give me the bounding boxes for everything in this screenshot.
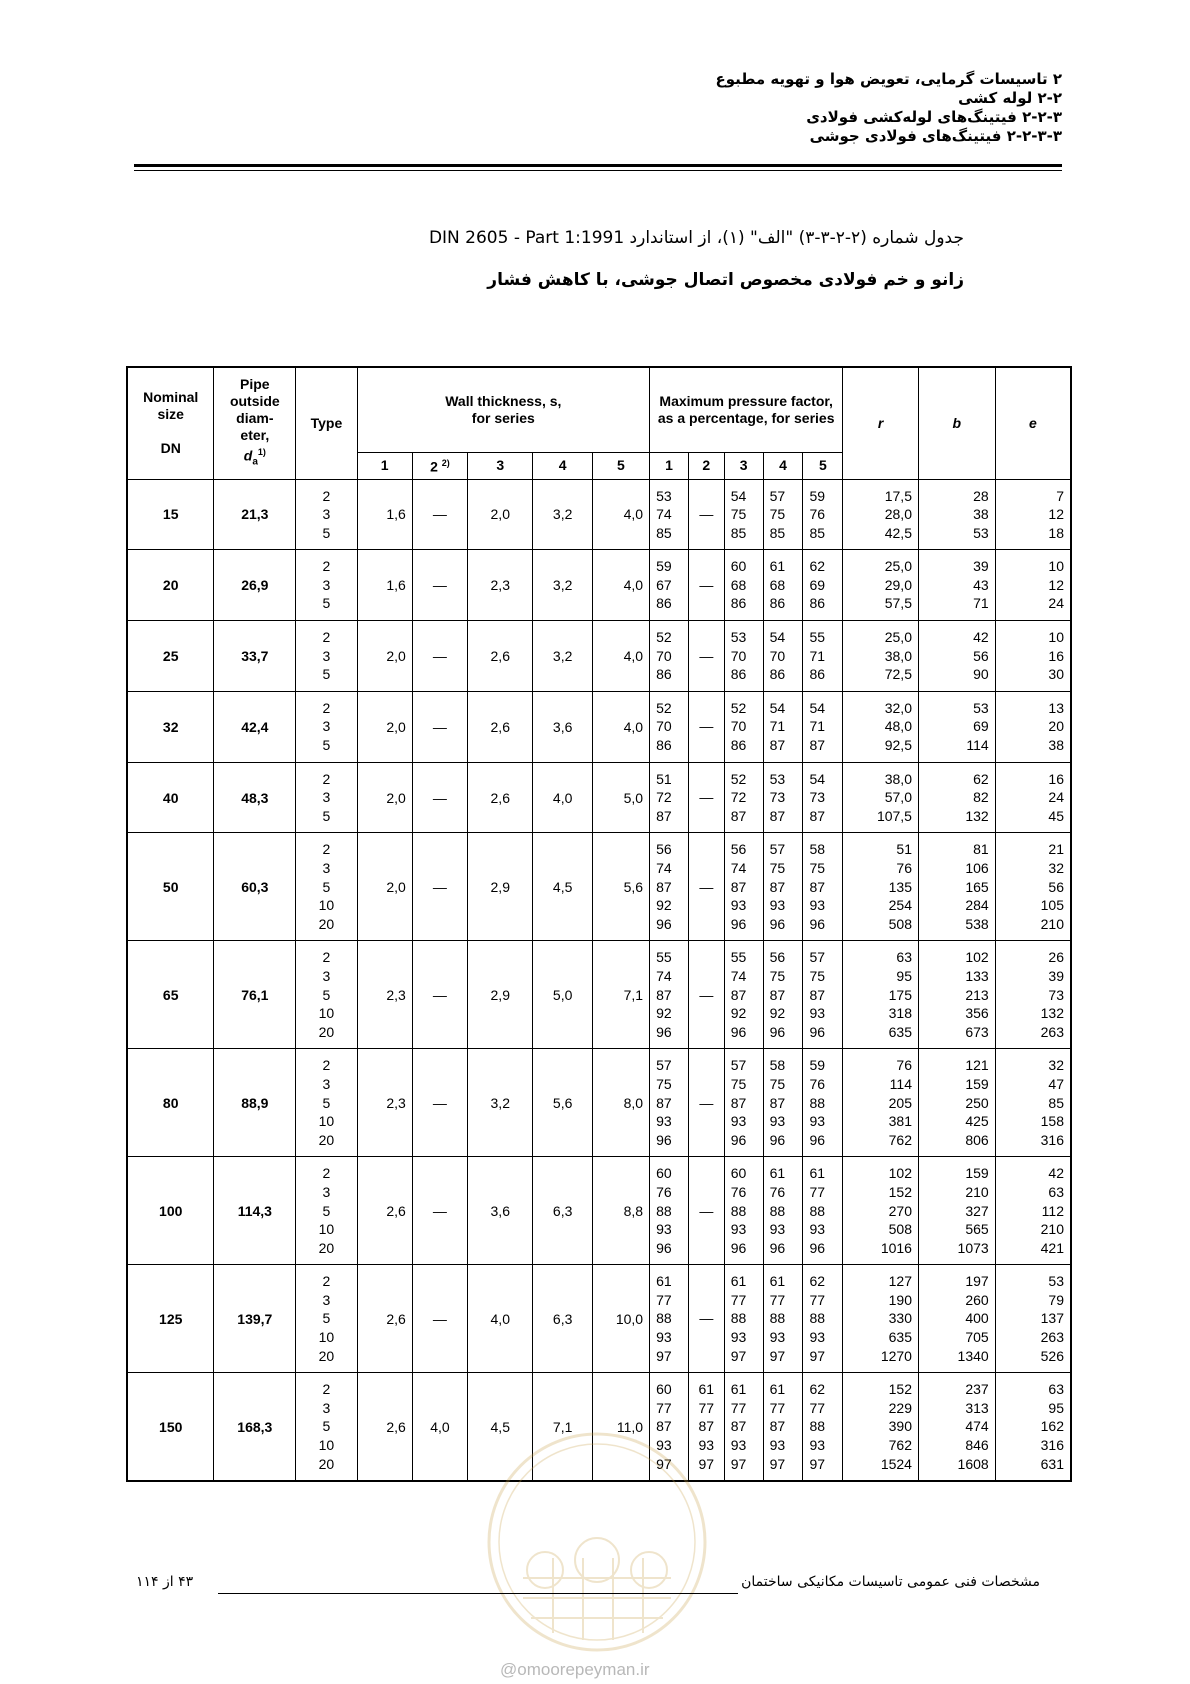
cell-w1: 2,0 — [357, 762, 412, 833]
cell-dn: 40 — [127, 762, 214, 833]
cell-type: 2 3 5 — [296, 762, 357, 833]
cell-p1: 59 67 86 — [650, 550, 689, 621]
cell-p4: 61 77 88 93 97 — [763, 1265, 803, 1373]
cell-w5: 11,0 — [592, 1373, 649, 1481]
cell-p5: 59 76 85 — [803, 479, 843, 550]
header-rule-thin — [134, 170, 1062, 171]
cell-w3: 4,0 — [468, 1265, 533, 1373]
cell-p4: 61 68 86 — [763, 550, 803, 621]
cell-dn: 150 — [127, 1373, 214, 1481]
cell-w4: 3,2 — [533, 479, 592, 550]
cell-od: 42,4 — [214, 691, 296, 762]
header-max-pressure: Maximum pressure factor, as a percentage, for series — [650, 367, 843, 452]
cell-r: 51 76 135 254 508 — [843, 833, 919, 941]
seal-watermark — [483, 1428, 711, 1656]
cell-w3: 2,6 — [468, 621, 533, 692]
cell-type: 2 3 5 10 20 — [296, 833, 357, 941]
cell-w3: 2,9 — [468, 941, 533, 1049]
cell-od: 168,3 — [214, 1373, 296, 1481]
cell-w4: 6,3 — [533, 1157, 592, 1265]
cell-p2: — — [688, 691, 724, 762]
cell-p3: 57 75 87 93 96 — [724, 1049, 763, 1157]
cell-w1: 2,3 — [357, 941, 412, 1049]
cell-w2: — — [412, 479, 467, 550]
cell-w5: 8,0 — [592, 1049, 649, 1157]
cell-p5: 54 71 87 — [803, 691, 843, 762]
cell-type: 2 3 5 — [296, 621, 357, 692]
cell-p5: 62 77 88 93 97 — [803, 1265, 843, 1373]
cell-w1: 2,6 — [357, 1373, 412, 1481]
cell-w4: 3,6 — [533, 691, 592, 762]
cell-w2: — — [412, 941, 467, 1049]
cell-w4: 5,0 — [533, 941, 592, 1049]
cell-r: 32,0 48,0 92,5 — [843, 691, 919, 762]
cell-p3: 52 70 86 — [724, 691, 763, 762]
cell-p4: 61 77 87 93 97 — [763, 1373, 803, 1481]
watermark-url: @omoorepeyman.ir — [500, 1660, 650, 1679]
cell-type: 2 3 5 10 20 — [296, 941, 357, 1049]
wall-series-5: 5 — [592, 452, 649, 479]
cell-od: 21,3 — [214, 479, 296, 550]
cell-p3: 61 77 87 93 97 — [724, 1373, 763, 1481]
cell-b: 102 133 213 356 673 — [918, 941, 995, 1049]
cell-type: 2 3 5 — [296, 550, 357, 621]
cell-w3: 4,5 — [468, 1373, 533, 1481]
cell-r: 25,0 38,0 72,5 — [843, 621, 919, 692]
cell-od: 26,9 — [214, 550, 296, 621]
cell-type: 2 3 5 10 20 — [296, 1157, 357, 1265]
table-row — [127, 550, 1071, 621]
cell-p5: 54 73 87 — [803, 762, 843, 833]
cell-dn: 80 — [127, 1049, 214, 1157]
cell-w3: 2,9 — [468, 833, 533, 941]
cell-p3: 61 77 88 93 97 — [724, 1265, 763, 1373]
cell-r: 25,0 29,0 57,5 — [843, 550, 919, 621]
cell-p1: 60 76 88 93 96 — [650, 1157, 689, 1265]
cell-dn: 50 — [127, 833, 214, 941]
table-row — [127, 621, 1071, 692]
cell-w4: 3,2 — [533, 621, 592, 692]
table-row — [127, 1049, 1071, 1157]
wall-series-2 — [412, 452, 467, 479]
cell-p2: — — [688, 833, 724, 941]
cell-e: 10 16 30 — [995, 621, 1071, 692]
cell-od: 88,9 — [214, 1049, 296, 1157]
cell-w2: — — [412, 691, 467, 762]
cell-dn: 125 — [127, 1265, 214, 1373]
table-row — [127, 833, 1071, 941]
cell-p3: 56 74 87 93 96 — [724, 833, 763, 941]
table-row — [127, 1265, 1071, 1373]
cell-p3: 55 74 87 92 96 — [724, 941, 763, 1049]
cell-w5: 8,8 — [592, 1157, 649, 1265]
cell-p1: 51 72 87 — [650, 762, 689, 833]
header-r — [843, 367, 919, 479]
cell-w4: 5,6 — [533, 1049, 592, 1157]
cell-od: 48,3 — [214, 762, 296, 833]
cell-dn: 32 — [127, 691, 214, 762]
table-body — [127, 479, 1071, 1481]
cell-e: 53 79 137 263 526 — [995, 1265, 1071, 1373]
cell-p4: 54 71 87 — [763, 691, 803, 762]
cell-od: 114,3 — [214, 1157, 296, 1265]
cell-type: 2 3 5 10 20 — [296, 1265, 357, 1373]
cell-p2: 61 77 87 93 97 — [688, 1373, 724, 1481]
cell-e: 32 47 85 158 316 — [995, 1049, 1071, 1157]
header-pipe-label: Pipe outside diam- eter, — [229, 376, 280, 444]
cell-w5: 5,0 — [592, 762, 649, 833]
header-e-label: e — [1028, 414, 1037, 431]
cell-dn: 20 — [127, 550, 214, 621]
cell-w1: 1,6 — [357, 479, 412, 550]
pressure-series-1: 1 — [650, 452, 689, 479]
wall-series-3: 3 — [468, 452, 533, 479]
cell-w3: 2,6 — [468, 691, 533, 762]
cell-b: 42 56 90 — [918, 621, 995, 692]
cell-w2: — — [412, 621, 467, 692]
cell-dn: 100 — [127, 1157, 214, 1265]
header-wall-thickness — [357, 367, 649, 452]
cell-p5: 58 75 87 93 96 — [803, 833, 843, 941]
cell-od: 60,3 — [214, 833, 296, 941]
cell-w5: 4,0 — [592, 691, 649, 762]
cell-p3: 54 75 85 — [724, 479, 763, 550]
cell-p1: 53 74 85 — [650, 479, 689, 550]
table-row — [127, 691, 1071, 762]
cell-p5: 55 71 86 — [803, 621, 843, 692]
cell-w4: 6,3 — [533, 1265, 592, 1373]
wall-series-2-footnote: 2) — [441, 458, 450, 469]
cell-type: 2 3 5 — [296, 691, 357, 762]
cell-od: 139,7 — [214, 1265, 296, 1373]
footer-rule — [218, 1593, 738, 1594]
cell-p1: 55 74 87 92 96 — [650, 941, 689, 1049]
cell-w4: 3,2 — [533, 550, 592, 621]
cell-p1: 52 70 86 — [650, 691, 689, 762]
table-subtitle: زانو و خم فولادی مخصوص اتصال جوشی، با کاهش فشار — [487, 270, 964, 290]
cell-b: 197 260 400 705 1340 — [918, 1265, 995, 1373]
cell-w2: — — [412, 1157, 467, 1265]
header-line-1: ۲ تاسیسات گرمایی، تعویض هوا و تهویه مطبوع — [715, 70, 1062, 88]
cell-w1: 2,3 — [357, 1049, 412, 1157]
cell-p3: 60 76 88 93 96 — [724, 1157, 763, 1265]
cell-p4: 57 75 87 93 96 — [763, 833, 803, 941]
cell-b: 28 38 53 — [918, 479, 995, 550]
cell-b: 159 210 327 565 1073 — [918, 1157, 995, 1265]
cell-p5: 57 75 87 93 96 — [803, 941, 843, 1049]
cell-p2: — — [688, 1265, 724, 1373]
cell-p3: 60 68 86 — [724, 550, 763, 621]
cell-w5: 7,1 — [592, 941, 649, 1049]
cell-w1: 2,0 — [357, 833, 412, 941]
cell-r: 152 229 390 762 1524 — [843, 1373, 919, 1481]
cell-p3: 52 72 87 — [724, 762, 763, 833]
table-row — [127, 762, 1071, 833]
cell-type: 2 3 5 10 20 — [296, 1373, 357, 1481]
cell-p2: — — [688, 1049, 724, 1157]
footer-title: مشخصات فنی عمومی تاسیسات مکانیکی ساختمان — [741, 1574, 1040, 1590]
cell-od: 76,1 — [214, 941, 296, 1049]
cell-w1: 2,0 — [357, 621, 412, 692]
cell-p2: — — [688, 621, 724, 692]
cell-w3: 2,3 — [468, 550, 533, 621]
cell-w5: 4,0 — [592, 621, 649, 692]
cell-e: 10 12 24 — [995, 550, 1071, 621]
cell-p4: 56 75 87 92 96 — [763, 941, 803, 1049]
cell-p4: 61 76 88 93 96 — [763, 1157, 803, 1265]
cell-b: 237 313 474 846 1608 — [918, 1373, 995, 1481]
cell-r: 127 190 330 635 1270 — [843, 1265, 919, 1373]
din-2605-table — [126, 366, 1072, 1482]
cell-type: 2 3 5 — [296, 479, 357, 550]
cell-r: 102 152 270 508 1016 — [843, 1157, 919, 1265]
cell-dn: 15 — [127, 479, 214, 550]
pressure-series-4: 4 — [763, 452, 803, 479]
table-caption: جدول شماره (۲-۲-۳-۳) "الف" (۱)، از استاندارد DIN 2605 - Part 1:1991 — [428, 228, 964, 248]
cell-w5: 10,0 — [592, 1265, 649, 1373]
cell-w5: 5,6 — [592, 833, 649, 941]
cell-r: 17,5 28,0 42,5 — [843, 479, 919, 550]
header-da-symbol: d — [243, 447, 253, 464]
wall-series-2-label: 2 — [430, 458, 438, 475]
cell-p1: 52 70 86 — [650, 621, 689, 692]
cell-p1: 60 77 87 93 97 — [650, 1373, 689, 1481]
cell-p5: 62 69 86 — [803, 550, 843, 621]
cell-p2: — — [688, 550, 724, 621]
cell-w2: — — [412, 1265, 467, 1373]
cell-w2: — — [412, 833, 467, 941]
cell-e: 42 63 112 210 421 — [995, 1157, 1071, 1265]
pressure-series-5: 5 — [803, 452, 843, 479]
cell-p1: 57 75 87 93 96 — [650, 1049, 689, 1157]
cell-e: 7 12 18 — [995, 479, 1071, 550]
document-header — [262, 70, 1062, 146]
footer-page-number: ۴۳ از ۱۱۴ — [136, 1574, 194, 1590]
cell-w3: 2,0 — [468, 479, 533, 550]
cell-b: 121 159 250 425 806 — [918, 1049, 995, 1157]
cell-w3: 3,6 — [468, 1157, 533, 1265]
cell-p2: — — [688, 762, 724, 833]
cell-p1: 56 74 87 92 96 — [650, 833, 689, 941]
cell-b: 53 69 114 — [918, 691, 995, 762]
cell-r: 63 95 175 318 635 — [843, 941, 919, 1049]
header-wall-series-label: for series — [471, 409, 535, 426]
header-r-label: r — [877, 414, 884, 431]
pressure-series-3: 3 — [724, 452, 763, 479]
cell-w3: 3,2 — [468, 1049, 533, 1157]
cell-b: 39 43 71 — [918, 550, 995, 621]
cell-e: 63 95 162 316 631 — [995, 1373, 1071, 1481]
cell-w1: 2,6 — [357, 1157, 412, 1265]
cell-b: 62 82 132 — [918, 762, 995, 833]
header-line-3: ۲-۲-۳ فیتینگ‌های لوله‌کشی فولادی — [806, 108, 1062, 126]
header-type: Type — [296, 367, 357, 479]
cell-p4: 57 75 85 — [763, 479, 803, 550]
cell-w4: 4,0 — [533, 762, 592, 833]
cell-w1: 1,6 — [357, 550, 412, 621]
cell-p5: 59 76 88 93 96 — [803, 1049, 843, 1157]
cell-w2: — — [412, 762, 467, 833]
cell-p5: 61 77 88 93 96 — [803, 1157, 843, 1265]
cell-w1: 2,0 — [357, 691, 412, 762]
cell-e: 21 32 56 105 210 — [995, 833, 1071, 941]
header-nominal-label: Nominal size — [143, 389, 199, 423]
cell-e: 16 24 45 — [995, 762, 1071, 833]
cell-w1: 2,6 — [357, 1265, 412, 1373]
header-line-4: ۲-۲-۳-۳ فیتینگ‌های فولادی جوشی — [809, 127, 1062, 145]
cell-w4: 4,5 — [533, 833, 592, 941]
table-row — [127, 479, 1071, 550]
cell-p1: 61 77 88 93 97 — [650, 1265, 689, 1373]
wall-series-1: 1 — [357, 452, 412, 479]
header-rule-thick — [134, 164, 1062, 167]
pressure-series-2: 2 — [688, 452, 724, 479]
cell-p2: — — [688, 941, 724, 1049]
cell-e: 26 39 73 132 263 — [995, 941, 1071, 1049]
cell-r: 76 114 205 381 762 — [843, 1049, 919, 1157]
cell-p5: 62 77 88 93 97 — [803, 1373, 843, 1481]
header-e — [995, 367, 1071, 479]
header-wall-label: Wall thickness, s, — [445, 392, 562, 409]
cell-p3: 53 70 86 — [724, 621, 763, 692]
header-pipe-outside-diameter — [214, 367, 296, 479]
cell-p2: — — [688, 479, 724, 550]
cell-w5: 4,0 — [592, 479, 649, 550]
cell-p4: 53 73 87 — [763, 762, 803, 833]
cell-p4: 58 75 87 93 96 — [763, 1049, 803, 1157]
cell-w2: — — [412, 1049, 467, 1157]
header-line-2: ۲-۲ لوله کشی — [958, 89, 1062, 107]
cell-p4: 54 70 86 — [763, 621, 803, 692]
header-b-label: b — [952, 414, 962, 431]
header-dn-label: DN — [160, 440, 181, 457]
table-row — [127, 941, 1071, 1049]
cell-od: 33,7 — [214, 621, 296, 692]
header-b — [918, 367, 995, 479]
cell-type: 2 3 5 10 20 — [296, 1049, 357, 1157]
cell-w5: 4,0 — [592, 550, 649, 621]
cell-dn: 25 — [127, 621, 214, 692]
cell-w3: 2,6 — [468, 762, 533, 833]
header-da-footnote: 1) — [257, 447, 266, 458]
header-nominal-size — [127, 367, 214, 479]
cell-b: 81 106 165 284 538 — [918, 833, 995, 941]
cell-w2: 4,0 — [412, 1373, 467, 1481]
wall-series-4: 4 — [533, 452, 592, 479]
cell-dn: 65 — [127, 941, 214, 1049]
cell-p2: — — [688, 1157, 724, 1265]
table-row — [127, 1157, 1071, 1265]
cell-e: 13 20 38 — [995, 691, 1071, 762]
header-da-sub: a — [252, 456, 258, 468]
cell-r: 38,0 57,0 107,5 — [843, 762, 919, 833]
cell-w4: 7,1 — [533, 1373, 592, 1481]
cell-w2: — — [412, 550, 467, 621]
